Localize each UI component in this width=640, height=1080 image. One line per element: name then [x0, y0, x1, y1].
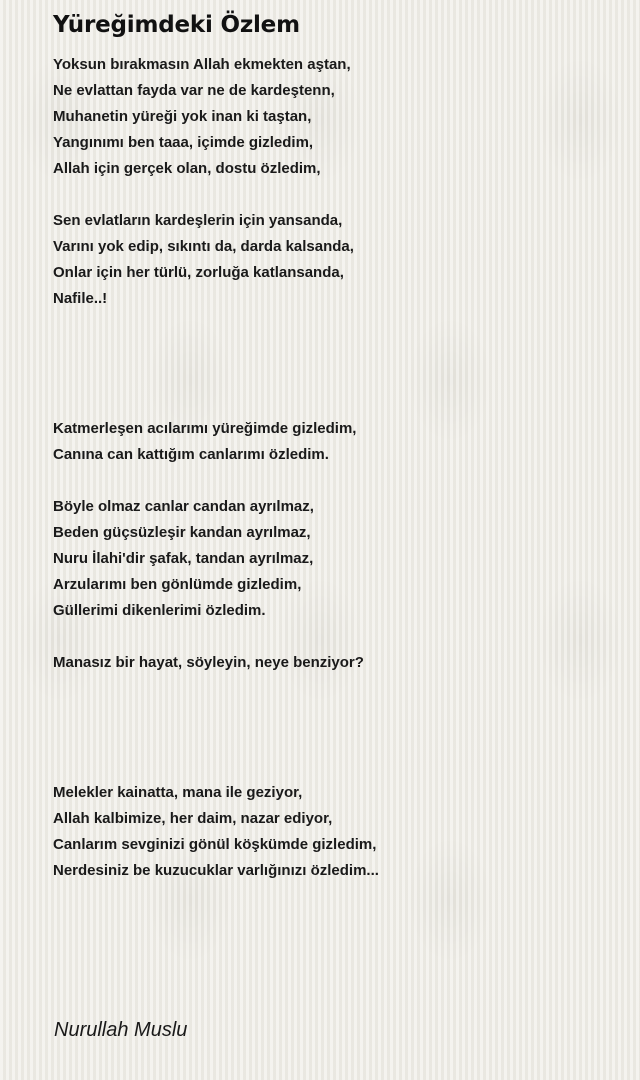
poem-line: Arzularımı ben gönlümde gizledim, — [53, 576, 302, 593]
poem-line: Varını yok edip, sıkıntı da, darda kalsanda, — [53, 238, 354, 255]
poem-line: Canlarım sevginizi gönül köşkümde gizledim, — [53, 836, 377, 853]
poem-line: Nerdesiniz be kuzucuklar varlığınızı özledim... — [53, 862, 379, 879]
poem-body — [53, 52, 623, 910]
poem-line: Onlar için her türlü, zorluğa katlansanda, — [53, 264, 344, 281]
poem-line: Allah kalbimize, her daim, nazar ediyor, — [53, 810, 333, 827]
poem-line: Melekler kainatta, mana ile geziyor, — [53, 784, 303, 801]
poem-line: Ne evlattan fayda var ne de kardeştenn, — [53, 82, 335, 99]
stanza-spacer — [53, 702, 623, 780]
stanza-2 — [53, 208, 623, 312]
stanza-6 — [53, 780, 623, 884]
stanza-1 — [53, 52, 623, 182]
poem-line: Beden güçsüzleşir kandan ayrılmaz, — [53, 524, 311, 541]
poem-line: Katmerleşen acılarımı yüreğimde gizledim, — [53, 420, 357, 437]
poem-line: Böyle olmaz canlar candan ayrılmaz, — [53, 498, 314, 515]
stanza-5 — [53, 650, 623, 676]
poem-line: Manasız bir hayat, söyleyin, neye benziyor? — [53, 654, 364, 671]
poem-line: Nafile..! — [53, 290, 108, 307]
poem-line: Muhanetin yüreği yok inan ki taştan, — [53, 108, 312, 125]
stanza-3 — [53, 416, 623, 468]
poem-line: Güllerimi dikenlerimi özledim. — [53, 602, 266, 619]
poem-line: Allah için gerçek olan, dostu özledim, — [53, 160, 321, 177]
author-name: Nurullah Muslu — [54, 1019, 188, 1041]
stanza-spacer — [53, 338, 623, 416]
poem-line: Sen evlatların kardeşlerin için yansanda, — [53, 212, 343, 229]
poem-line: Yangınımı ben taaa, içimde gizledim, — [53, 134, 314, 151]
poem-title: Yüreğimdeki Özlem — [53, 12, 300, 38]
poem-line: Yoksun bırakmasın Allah ekmekten aştan, — [53, 56, 351, 73]
poem-line: Nuru İlahi'dir şafak, tandan ayrılmaz, — [53, 550, 314, 567]
stanza-4 — [53, 494, 623, 624]
poem-line: Canına can kattığım canlarımı özledim. — [53, 446, 329, 463]
